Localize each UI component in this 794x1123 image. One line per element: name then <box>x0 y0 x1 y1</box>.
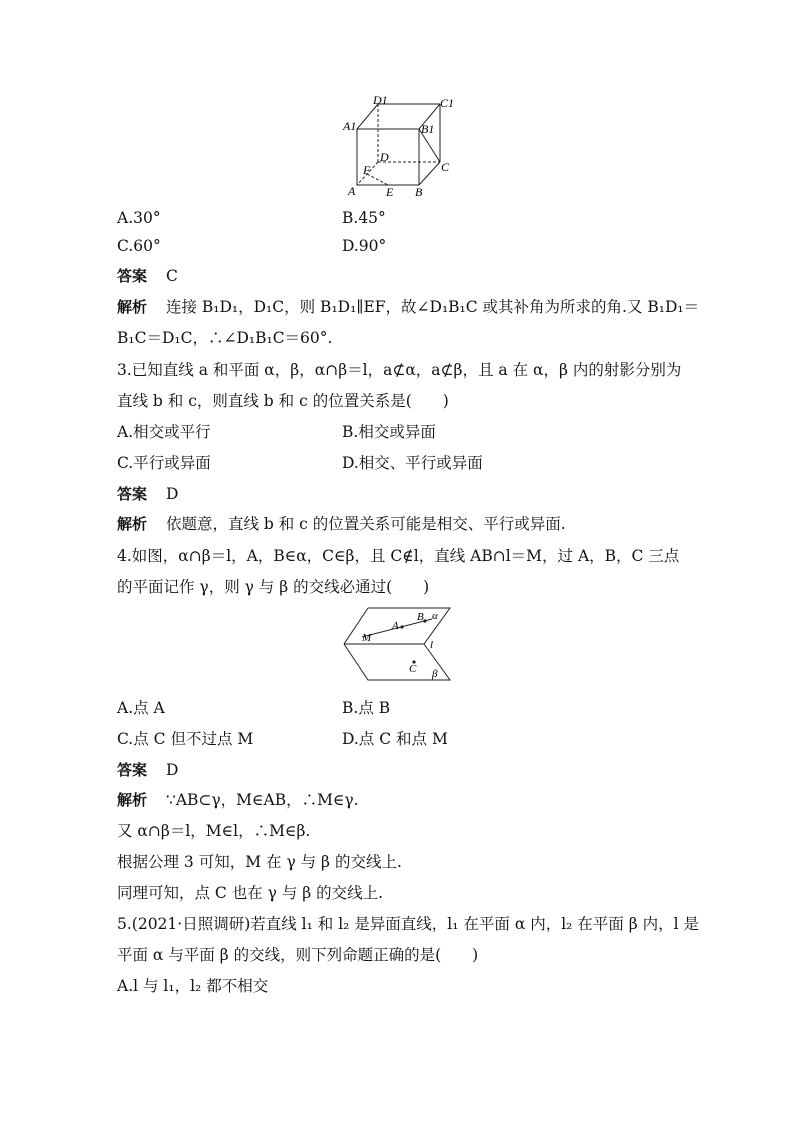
label-D1: D1 <box>373 93 388 107</box>
q4-stem-line-1: 4.如图，α∩β＝l，A，B∈α，C∈β，且 C∉l，直线 AB∩l＝M，过 A，B，C 三点 <box>117 547 680 565</box>
analysis-label: 解析 <box>117 791 148 809</box>
q3-answer <box>117 484 178 504</box>
answer-label: 答案 <box>117 485 148 503</box>
q3-option-d: D.相交、平行或异面 <box>342 454 483 472</box>
q4-analysis-line-1 <box>117 790 359 810</box>
q5-stem-line-2: 平面 α 与平面 β 的交线，则下列命题正确的是( ) <box>117 946 479 964</box>
point-A <box>400 625 403 628</box>
q3-stem-line-1: 3.已知直线 a 和平面 α，β，α∩β＝l，a⊄α，a⊄β，且 a 在 α，β 内的射影分别为 <box>117 361 682 379</box>
q3-analysis-line-1 <box>117 514 566 534</box>
analysis-label: 解析 <box>117 515 148 533</box>
analysis-label: 解析 <box>117 298 148 316</box>
label-C1: C1 <box>440 96 455 110</box>
label-A: A <box>392 620 399 632</box>
q3-option-a: A.相交或平行 <box>117 423 211 441</box>
q4-analysis-line-2: 又 α∩β＝l，M∈l，∴M∈β. <box>117 822 311 840</box>
q4-stem-line-2: 的平面记作 γ，则 γ 与 β 的交线必通过( ) <box>117 578 430 596</box>
q2-option-d: D.90° <box>342 237 387 255</box>
q2-analysis-line-2: B₁C＝D₁C，∴∠D₁B₁C＝60°. <box>117 329 333 347</box>
q3-option-b: B.相交或异面 <box>342 423 436 441</box>
q4-option-c: C.点 C 但不过点 M <box>117 730 254 748</box>
q4-answer <box>117 760 178 780</box>
answer-value: C <box>165 267 178 285</box>
q2-option-c: C.60° <box>117 237 161 255</box>
label-D: D <box>380 150 389 164</box>
label-l: l <box>430 639 434 651</box>
q4-option-d: D.点 C 和点 M <box>342 730 448 748</box>
q5-stem-line-1: 5.(2021·日照调研)若直线 l₁ 和 l₂ 是异面直线，l₁ 在平面 α 内，l₂ 在平面 β 内，l 是 <box>117 915 700 933</box>
analysis-text: 连接 B₁D₁，D₁C，则 B₁D₁∥EF，故∠D₁B₁C 或其补角为所求的角.又 B₁D₁＝ <box>165 298 700 316</box>
label-alpha: α <box>432 610 438 622</box>
label-B: B <box>417 611 424 623</box>
label-E: E <box>386 185 394 199</box>
q3-option-c: C.平行或异面 <box>117 454 211 472</box>
q2-answer <box>117 266 178 286</box>
q4-option-b: B.点 B <box>342 699 391 717</box>
analysis-text: 依题意，直线 b 和 c 的位置关系可能是相交、平行或异面. <box>165 515 566 533</box>
q3-stem-line-2: 直线 b 和 c，则直线 b 和 c 的位置关系是( ) <box>117 392 449 410</box>
label-F: F <box>363 163 371 177</box>
label-M: M <box>362 632 372 644</box>
planes-figure <box>340 604 456 684</box>
label-B1: B1 <box>421 122 435 136</box>
q2-analysis-line-1 <box>117 297 699 317</box>
label-C: C <box>409 663 417 675</box>
answer-label: 答案 <box>117 267 148 285</box>
analysis-text: ∵AB⊂γ，M∈AB，∴M∈γ. <box>165 791 359 809</box>
q5-option-a: A.l 与 l₁，l₂ 都不相交 <box>117 977 269 995</box>
q2-option-a: A.30° <box>117 209 161 227</box>
label-A1: A1 <box>343 119 357 133</box>
answer-value: D <box>165 485 179 503</box>
label-beta: β <box>432 668 438 680</box>
label-B: B <box>415 185 423 199</box>
answer-value: D <box>165 761 179 779</box>
label-A: A <box>348 184 356 198</box>
q4-analysis-line-3: 根据公理 3 可知，M 在 γ 与 β 的交线上. <box>117 853 402 871</box>
q2-option-b: B.45° <box>342 209 386 227</box>
cube-figure <box>340 92 460 202</box>
answer-label: 答案 <box>117 761 148 779</box>
q4-option-a: A.点 A <box>117 699 165 717</box>
q4-analysis-line-4: 同理可知，点 C 也在 γ 与 β 的交线上. <box>117 884 384 902</box>
label-C: C <box>441 160 450 174</box>
point-B <box>423 619 426 622</box>
